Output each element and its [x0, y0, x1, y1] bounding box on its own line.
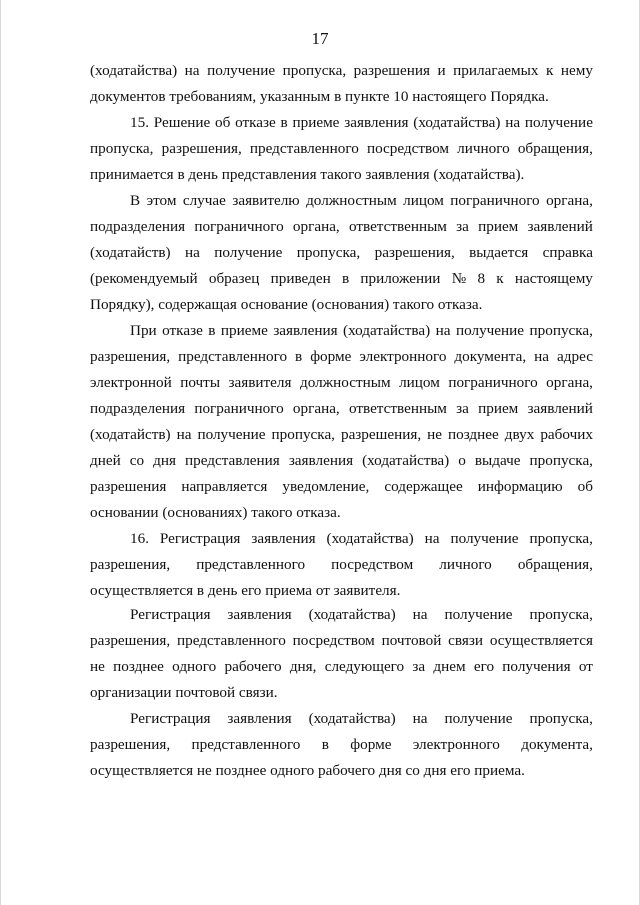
text-line: электронной почты заявителя должностным лицом пограничного органа,: [90, 374, 593, 391]
text-line: осуществляется в день его приема от заявителя.: [90, 582, 401, 599]
text-line: При отказе в приеме заявления (ходатайства) на получение пропуска,: [130, 322, 593, 339]
paragraph: [90, 706, 593, 784]
text-line: Регистрация заявления (ходатайства) на получение пропуска,: [130, 710, 593, 727]
text-line: (рекомендуемый образец приведен в приложении № 8 к настоящему: [90, 270, 593, 287]
paragraph: [90, 602, 593, 706]
text-line: (ходатайства) на получение пропуска, разрешения и прилагаемых к нему: [90, 62, 593, 79]
text-line: Порядку), содержащая основание (основания) такого отказа.: [90, 296, 483, 313]
paragraph: [90, 526, 593, 604]
text-line: пропуска, разрешения, представленного посредством личного обращения,: [90, 140, 593, 157]
text-line: В этом случае заявителю должностным лицом пограничного органа,: [130, 192, 593, 209]
text-line: Регистрация заявления (ходатайства) на получение пропуска,: [130, 606, 593, 623]
text-line: (ходатайств) на получение пропуска, разрешения, не позднее двух рабочих: [90, 426, 593, 443]
text-line: разрешения, представленного посредством личного обращения,: [90, 556, 593, 573]
paragraph: [90, 318, 593, 526]
text-line: принимается в день представления такого заявления (ходатайства).: [90, 166, 525, 183]
text-line: организации почтовой связи.: [90, 684, 278, 701]
text-line: разрешения, представленного посредством почтовой связи осуществляется: [90, 632, 593, 649]
paragraph: [90, 188, 593, 318]
text-line: 16. Регистрация заявления (ходатайства) на получение пропуска,: [130, 530, 593, 547]
paragraph: [90, 110, 593, 188]
text-line: (ходатайств) на получение пропуска, разрешения, выдается справка: [90, 244, 593, 261]
page-number: 17: [311, 29, 329, 48]
paragraph: [90, 58, 593, 110]
text-line: разрешения, представленного в форме электронного документа,: [90, 736, 593, 753]
text-line: не позднее одного рабочего дня, следующего за днем его получения от: [90, 658, 593, 675]
page-left-edge: [0, 0, 1, 905]
text-line: разрешения направляется уведомление, содержащее информацию об: [90, 478, 593, 495]
text-line: дней со дня представления заявления (ходатайства) о выдаче пропуска,: [90, 452, 593, 469]
text-line: разрешения, представленного в форме электронного документа, на адрес: [90, 348, 593, 365]
text-line: документов требованиям, указанным в пункте 10 настоящего Порядка.: [90, 88, 549, 105]
text-line: подразделения пограничного органа, ответственным за прием заявлений: [90, 400, 593, 417]
text-line: осуществляется не позднее одного рабочего дня со дня его приема.: [90, 762, 525, 779]
text-line: основании (основаниях) такого отказа.: [90, 504, 341, 521]
text-line: подразделения пограничного органа, ответственным за прием заявлений: [90, 218, 593, 235]
text-line: 15. Решение об отказе в приеме заявления (ходатайства) на получение: [130, 114, 593, 131]
